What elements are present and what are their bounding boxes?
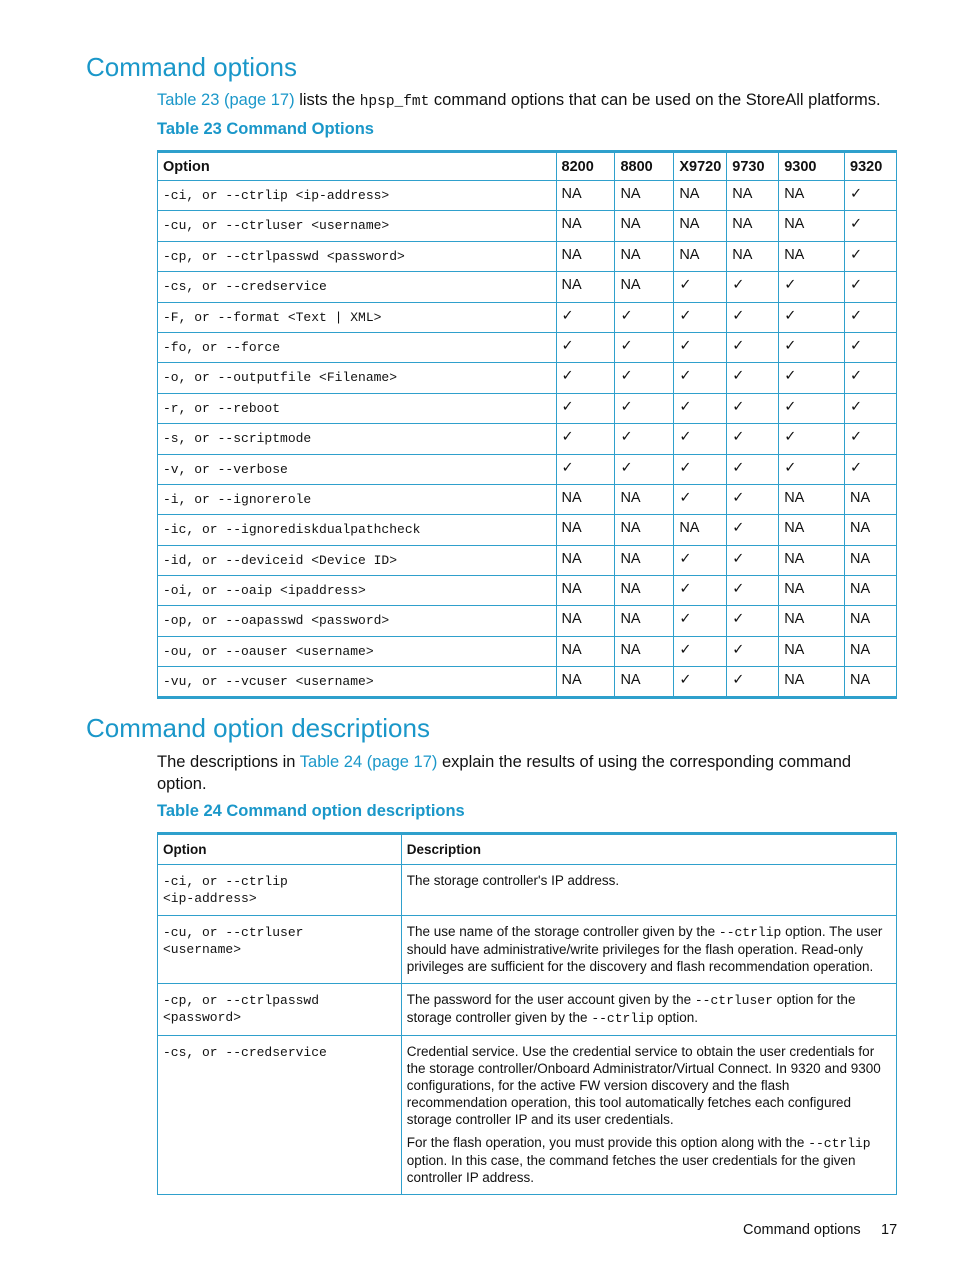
supported-check-cell: ✓ bbox=[727, 515, 779, 545]
description-cell bbox=[401, 984, 896, 1036]
table-row bbox=[158, 302, 897, 332]
description-text: option. The user should have administrative/write privileges for the flash operation. Read-only privileges are sufficient for the discovery and flash recommendation operation. bbox=[406, 924, 883, 974]
na-cell: NA bbox=[556, 484, 615, 514]
supported-check-cell: ✓ bbox=[779, 302, 845, 332]
supported-check-cell: ✓ bbox=[674, 545, 727, 575]
supported-check-cell: ✓ bbox=[727, 302, 779, 332]
supported-check-cell: ✓ bbox=[674, 606, 727, 636]
na-cell: NA bbox=[779, 241, 845, 271]
table24-link[interactable]: Table 24 (page 17) bbox=[299, 753, 438, 771]
description-text: option. In this case, the command fetches the user credentials for the given controller IP address. bbox=[406, 1153, 856, 1185]
supported-check-cell: ✓ bbox=[845, 302, 897, 332]
supported-check-cell: ✓ bbox=[845, 181, 897, 211]
na-cell: NA bbox=[779, 211, 845, 241]
section1-intro: Table 23 (page 17) lists the hpsp_fmt command options that can be used on the StoreAll platforms. bbox=[157, 91, 881, 110]
table-row bbox=[158, 424, 897, 454]
description-text: Credential service. Use the credential service to obtain the user credentials for the storage controller/Onboard Administrator/Virtual Connect. In 9320 and 9300 configurations, for the active FW version discovery and the flash recommendation operation, this tool automatically fetches each configured storage controller IP and its user credentials. bbox=[406, 1044, 881, 1127]
supported-check-cell: ✓ bbox=[779, 454, 845, 484]
na-cell: NA bbox=[556, 667, 615, 697]
description-text: option for the storage controller given by the bbox=[406, 992, 856, 1025]
inline-code: --ctrluser bbox=[694, 993, 773, 1008]
supported-check-cell: ✓ bbox=[674, 272, 727, 302]
option-cell bbox=[158, 916, 402, 984]
na-cell: NA bbox=[556, 241, 615, 271]
supported-check-cell: ✓ bbox=[779, 363, 845, 393]
supported-check-cell: ✓ bbox=[674, 363, 727, 393]
na-cell: NA bbox=[615, 484, 674, 514]
na-cell: NA bbox=[556, 211, 615, 241]
na-cell: NA bbox=[845, 606, 897, 636]
description-paragraph bbox=[407, 872, 891, 889]
command-option-descriptions-table bbox=[157, 832, 897, 1195]
na-cell: NA bbox=[779, 576, 845, 606]
supported-check-cell: ✓ bbox=[674, 636, 727, 666]
supported-check-cell: ✓ bbox=[615, 363, 674, 393]
supported-check-cell: ✓ bbox=[727, 636, 779, 666]
description-paragraph bbox=[407, 1134, 891, 1186]
na-cell: NA bbox=[779, 484, 845, 514]
table23-header-platform: 9320 bbox=[845, 152, 897, 181]
supported-check-cell: ✓ bbox=[779, 272, 845, 302]
option-cell: -ic, or --ignorediskdualpathcheck bbox=[158, 515, 557, 545]
table-row bbox=[158, 393, 897, 423]
footer-page-number: 17 bbox=[881, 1222, 898, 1238]
footer-section-title: Command options bbox=[743, 1222, 861, 1238]
supported-check-cell: ✓ bbox=[845, 211, 897, 241]
na-cell: NA bbox=[779, 636, 845, 666]
option-cell: -o, or --outputfile <Filename> bbox=[158, 363, 557, 393]
description-paragraph bbox=[407, 1043, 891, 1128]
na-cell: NA bbox=[615, 241, 674, 271]
table23-link[interactable]: Table 23 (page 17) bbox=[157, 91, 295, 109]
na-cell: NA bbox=[845, 484, 897, 514]
option-cell: -cu, or --ctrluser <username> bbox=[158, 211, 557, 241]
na-cell: NA bbox=[615, 211, 674, 241]
supported-check-cell: ✓ bbox=[674, 667, 727, 697]
supported-check-cell: ✓ bbox=[779, 332, 845, 362]
table-row bbox=[158, 1036, 897, 1195]
na-cell: NA bbox=[615, 576, 674, 606]
na-cell: NA bbox=[779, 181, 845, 211]
na-cell: NA bbox=[615, 606, 674, 636]
table23-header-row bbox=[158, 152, 897, 181]
supported-check-cell: ✓ bbox=[674, 484, 727, 514]
table24-header-option: Option bbox=[158, 834, 402, 865]
table24-body bbox=[158, 865, 897, 1195]
na-cell: NA bbox=[556, 545, 615, 575]
na-cell: NA bbox=[674, 241, 727, 271]
table24-caption: Table 24 Command option descriptions bbox=[157, 802, 465, 820]
supported-check-cell: ✓ bbox=[727, 576, 779, 606]
table-row bbox=[158, 241, 897, 271]
supported-check-cell: ✓ bbox=[727, 606, 779, 636]
na-cell: NA bbox=[556, 636, 615, 666]
table-row bbox=[158, 606, 897, 636]
table-row bbox=[158, 984, 897, 1036]
na-cell: NA bbox=[845, 515, 897, 545]
description-paragraph bbox=[407, 991, 891, 1027]
section2-intro: The descriptions in Table 24 (page 17) explain the results of using the corresponding command option. bbox=[157, 753, 852, 793]
supported-check-cell: ✓ bbox=[556, 363, 615, 393]
supported-check-cell: ✓ bbox=[779, 393, 845, 423]
table24-header-row bbox=[158, 834, 897, 865]
na-cell: NA bbox=[845, 545, 897, 575]
table23-header-platform: 8200 bbox=[556, 152, 615, 181]
na-cell: NA bbox=[556, 515, 615, 545]
option-cell: -id, or --deviceid <Device ID> bbox=[158, 545, 557, 575]
description-text: The password for the user account given by the bbox=[406, 992, 695, 1007]
option-cell: -op, or --oapasswd <password> bbox=[158, 606, 557, 636]
option-argument: <password> bbox=[163, 1010, 242, 1025]
section-heading-command-option-descriptions: Command option descriptions bbox=[86, 713, 430, 743]
na-cell: NA bbox=[556, 576, 615, 606]
option-cell: -r, or --reboot bbox=[158, 393, 557, 423]
option-cell: -ci, or --ctrlip <ip-address> bbox=[158, 181, 557, 211]
option-cell: -v, or --verbose bbox=[158, 454, 557, 484]
na-cell: NA bbox=[779, 515, 845, 545]
na-cell: NA bbox=[556, 606, 615, 636]
table-row bbox=[158, 211, 897, 241]
supported-check-cell: ✓ bbox=[615, 424, 674, 454]
na-cell: NA bbox=[556, 272, 615, 302]
table-row bbox=[158, 454, 897, 484]
supported-check-cell: ✓ bbox=[674, 332, 727, 362]
supported-check-cell: ✓ bbox=[845, 332, 897, 362]
supported-check-cell: ✓ bbox=[556, 332, 615, 362]
supported-check-cell: ✓ bbox=[556, 393, 615, 423]
option-argument: <username> bbox=[163, 942, 242, 957]
supported-check-cell: ✓ bbox=[845, 454, 897, 484]
na-cell: NA bbox=[615, 636, 674, 666]
option-cell bbox=[158, 984, 402, 1036]
inline-code: --ctrlip bbox=[808, 1136, 871, 1151]
option-line: -ci, or --ctrlip bbox=[163, 874, 288, 889]
na-cell: NA bbox=[727, 181, 779, 211]
hpsp-fmt-code: hpsp_fmt bbox=[359, 94, 430, 110]
supported-check-cell: ✓ bbox=[845, 272, 897, 302]
na-cell: NA bbox=[556, 181, 615, 211]
na-cell: NA bbox=[845, 576, 897, 606]
supported-check-cell: ✓ bbox=[556, 424, 615, 454]
supported-check-cell: ✓ bbox=[845, 363, 897, 393]
inline-code: --ctrlip bbox=[591, 1011, 654, 1026]
table23-header-platform: 9730 bbox=[727, 152, 779, 181]
supported-check-cell: ✓ bbox=[727, 363, 779, 393]
na-cell: NA bbox=[674, 211, 727, 241]
option-cell: -oi, or --oaip <ipaddress> bbox=[158, 576, 557, 606]
supported-check-cell: ✓ bbox=[779, 424, 845, 454]
na-cell: NA bbox=[674, 515, 727, 545]
supported-check-cell: ✓ bbox=[615, 302, 674, 332]
na-cell: NA bbox=[674, 181, 727, 211]
option-cell: -vu, or --vcuser <username> bbox=[158, 667, 557, 697]
section-heading-command-options: Command options bbox=[86, 52, 297, 82]
supported-check-cell: ✓ bbox=[727, 667, 779, 697]
description-text: option. bbox=[653, 1010, 699, 1025]
table-row bbox=[158, 916, 897, 984]
na-cell: NA bbox=[779, 606, 845, 636]
option-cell: -F, or --format <Text | XML> bbox=[158, 302, 557, 332]
table23-header-option: Option bbox=[158, 152, 557, 181]
supported-check-cell: ✓ bbox=[727, 484, 779, 514]
table23-header-platform: 9300 bbox=[779, 152, 845, 181]
table-row bbox=[158, 545, 897, 575]
supported-check-cell: ✓ bbox=[727, 393, 779, 423]
table23-header-platform: X9720 bbox=[674, 152, 727, 181]
supported-check-cell: ✓ bbox=[674, 302, 727, 332]
table24-header-description: Description bbox=[401, 834, 896, 865]
table-row bbox=[158, 332, 897, 362]
description-cell bbox=[401, 1036, 896, 1195]
option-cell: -i, or --ignorerole bbox=[158, 484, 557, 514]
table-row bbox=[158, 181, 897, 211]
supported-check-cell: ✓ bbox=[845, 424, 897, 454]
na-cell: NA bbox=[845, 667, 897, 697]
supported-check-cell: ✓ bbox=[615, 454, 674, 484]
supported-check-cell: ✓ bbox=[845, 241, 897, 271]
supported-check-cell: ✓ bbox=[615, 332, 674, 362]
table23-caption: Table 23 Command Options bbox=[157, 120, 374, 138]
table-row bbox=[158, 865, 897, 916]
option-line: -cs, or --credservice bbox=[163, 1045, 327, 1060]
option-cell: -ou, or --oauser <username> bbox=[158, 636, 557, 666]
table-row bbox=[158, 272, 897, 302]
supported-check-cell: ✓ bbox=[615, 393, 674, 423]
description-paragraph bbox=[407, 923, 891, 975]
supported-check-cell: ✓ bbox=[727, 332, 779, 362]
supported-check-cell: ✓ bbox=[727, 454, 779, 484]
supported-check-cell: ✓ bbox=[845, 393, 897, 423]
supported-check-cell: ✓ bbox=[556, 454, 615, 484]
option-line: -cu, or --ctrluser bbox=[163, 925, 304, 940]
na-cell: NA bbox=[615, 181, 674, 211]
option-cell: -cp, or --ctrlpasswd <password> bbox=[158, 241, 557, 271]
table-row bbox=[158, 576, 897, 606]
option-cell: -s, or --scriptmode bbox=[158, 424, 557, 454]
table-row bbox=[158, 667, 897, 697]
supported-check-cell: ✓ bbox=[674, 393, 727, 423]
option-cell bbox=[158, 865, 402, 916]
supported-check-cell: ✓ bbox=[674, 576, 727, 606]
na-cell: NA bbox=[779, 545, 845, 575]
option-argument: <ip-address> bbox=[163, 891, 257, 906]
table23-header-platform: 8800 bbox=[615, 152, 674, 181]
option-cell: -cs, or --credservice bbox=[158, 272, 557, 302]
na-cell: NA bbox=[727, 211, 779, 241]
description-text: The storage controller's IP address. bbox=[406, 873, 620, 888]
na-cell: NA bbox=[615, 667, 674, 697]
table-row bbox=[158, 515, 897, 545]
option-cell: -fo, or --force bbox=[158, 332, 557, 362]
description-cell bbox=[401, 916, 896, 984]
na-cell: NA bbox=[727, 241, 779, 271]
na-cell: NA bbox=[845, 636, 897, 666]
table-row bbox=[158, 363, 897, 393]
inline-code: --ctrlip bbox=[718, 925, 782, 940]
table-row bbox=[158, 636, 897, 666]
option-cell bbox=[158, 1036, 402, 1195]
table23-body bbox=[158, 181, 897, 698]
na-cell: NA bbox=[615, 272, 674, 302]
description-text: The use name of the storage controller given by the bbox=[406, 924, 719, 939]
description-cell bbox=[401, 865, 896, 916]
supported-check-cell: ✓ bbox=[674, 454, 727, 484]
option-line: -cp, or --ctrlpasswd bbox=[163, 993, 320, 1008]
supported-check-cell: ✓ bbox=[556, 302, 615, 332]
supported-check-cell: ✓ bbox=[727, 424, 779, 454]
na-cell: NA bbox=[779, 667, 845, 697]
supported-check-cell: ✓ bbox=[674, 424, 727, 454]
supported-check-cell: ✓ bbox=[727, 272, 779, 302]
table-row bbox=[158, 484, 897, 514]
description-text: For the flash operation, you must provide this option along with the bbox=[406, 1135, 809, 1150]
command-options-table bbox=[157, 150, 897, 699]
supported-check-cell: ✓ bbox=[727, 545, 779, 575]
na-cell: NA bbox=[615, 515, 674, 545]
na-cell: NA bbox=[615, 545, 674, 575]
